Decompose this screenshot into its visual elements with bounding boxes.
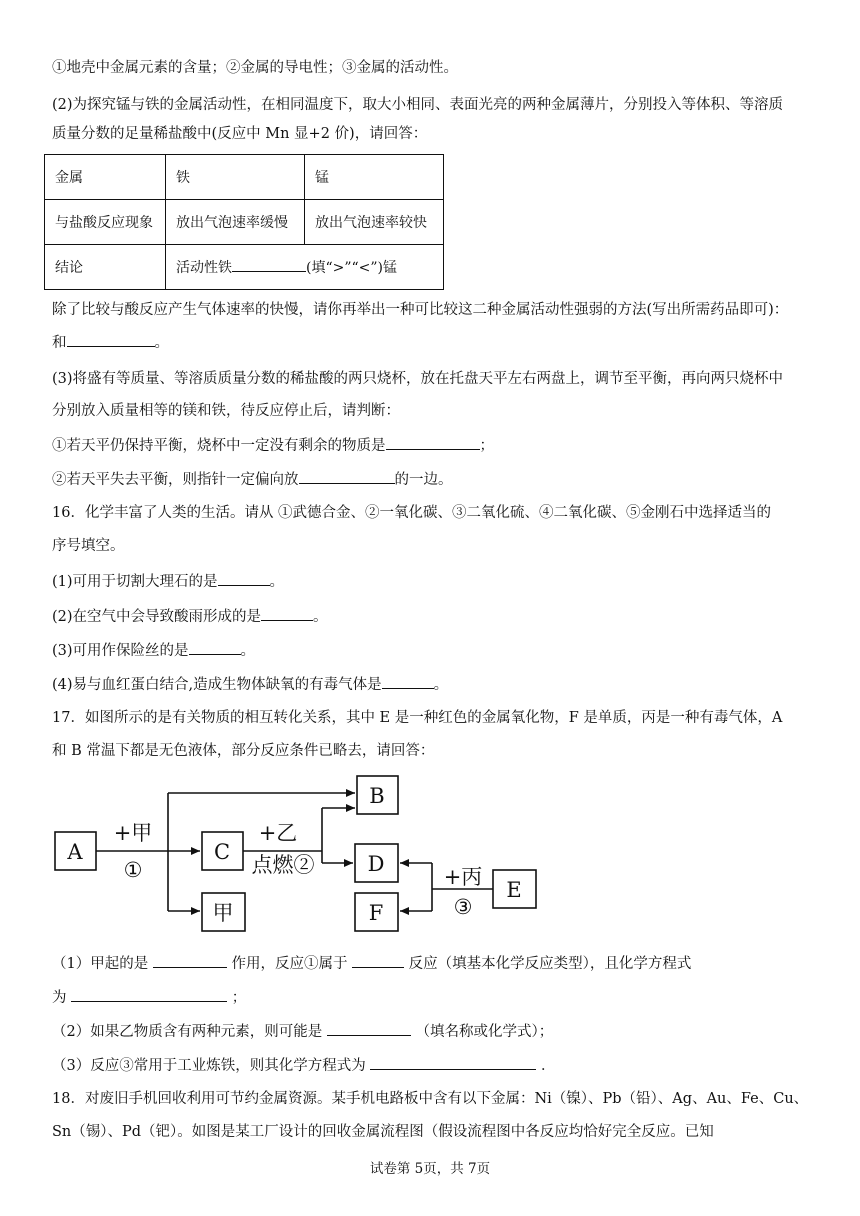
q18-stem-line2: Sn（锡）、Pd（钯）。如图是某工厂设计的回收金属流程图（假设流程图中各反应均恰好完全反应。已知 — [52, 1124, 714, 1140]
label-a: A — [67, 840, 83, 864]
table-cell: 锰 — [305, 155, 444, 200]
answer-blank[interactable] — [232, 257, 306, 272]
q15-method-line1: 除了比较与酸反应产生气体速率的快慢，请你再举出一种可比较这二种金属活动性强弱的方法(写出所需药品即可)： — [52, 302, 789, 318]
table-cell: 金属 — [45, 155, 166, 200]
p3a-post: ； — [479, 438, 494, 454]
q17-stem-line2: 和 B 常温下都是无色液体，部分反应条件已略去，请回答： — [52, 743, 435, 759]
table-row — [45, 200, 444, 245]
answer-blank[interactable] — [370, 1055, 536, 1070]
q17-stem-line1: 17．如图所示的是有关物质的相互转化关系，其中 E 是一种红色的金属氧化物，F 是单质，丙是一种有毒气体，A — [52, 710, 783, 726]
q17-sub1-line1 — [52, 953, 691, 974]
s2-pre: （2）如果乙物质含有两种元素，则可能是 — [52, 1024, 323, 1040]
metal-activity-table — [44, 154, 444, 290]
label-d: D — [367, 852, 385, 876]
answer-blank[interactable] — [327, 1021, 411, 1036]
p3a-pre: ①若天平仍保持平衡，烧杯中一定没有剩余的物质是 — [52, 438, 386, 454]
sub3-end: 。 — [240, 643, 256, 659]
method-pre: 和 — [52, 335, 67, 351]
answer-blank[interactable] — [386, 435, 480, 450]
q17-sub3 — [52, 1055, 555, 1076]
s3-pre: （3）反应③常用于工业炼铁，则其化学方程式为 — [52, 1058, 366, 1074]
label-plus-bing: +丙 — [443, 865, 483, 889]
table-cell: 放出气泡速率缓慢 — [166, 200, 305, 245]
q15-part2-line2: 质量分数的足量稀盐酸中(反应中 Mn 显+2 价)，请回答： — [52, 126, 428, 142]
q15-part3-line2: 分别放入质量相等的镁和铁，待反应停止后，请判断： — [52, 403, 400, 419]
box-b — [357, 776, 398, 814]
table-cell: 结论 — [45, 245, 166, 290]
page-footer: 试卷第 5页，共 7页 — [369, 1161, 491, 1177]
label-jia-box: 甲 — [212, 901, 234, 925]
answer-blank[interactable] — [352, 953, 404, 968]
q18-stem-line1: 18．对废旧手机回收利用可节约金属资源。某手机电路板中含有以下金属：Ni（镍）、Pb（铅）、Ag、Au、Fe、Cu、 — [52, 1091, 809, 1107]
sub3-text: (3)可用作保险丝的是 — [52, 643, 189, 659]
label-plus-yi: +乙 — [258, 821, 298, 845]
table-row — [45, 245, 444, 290]
sub4-end: 。 — [433, 677, 449, 693]
box-d — [355, 844, 398, 882]
answer-blank[interactable] — [71, 987, 227, 1002]
method-post: 。 — [154, 335, 169, 351]
q15-option-line: ①地壳中金属元素的含量；②金属的导电性；③金属的活动性。 — [52, 60, 458, 76]
table-row — [45, 155, 444, 200]
conclusion-cell — [166, 245, 444, 290]
s1-d: 为 — [52, 990, 67, 1006]
p3b-post: 的一边。 — [394, 472, 453, 488]
p3b-pre: ②若天平失去平衡，则指针一定偏向放 — [52, 472, 299, 488]
s3-post: ． — [540, 1058, 556, 1074]
s1-b: 作用，反应①属于 — [231, 956, 348, 972]
answer-blank[interactable] — [299, 469, 395, 484]
label-e: E — [506, 878, 522, 902]
conclusion-pre: 活动性铁 — [176, 260, 232, 276]
box-jia — [202, 893, 245, 931]
label-circle-3: ③ — [453, 895, 473, 919]
box-f — [355, 893, 398, 931]
sub2-text: (2)在空气中会导致酸雨形成的是 — [52, 609, 262, 625]
q16-stem-line1: 16．化学丰富了人类的生活。请从 ①武德合金、②一氧化碳、③二氧化硫、④二氧化碳、⑤金刚石中选择适当的 — [52, 505, 772, 521]
label-c: C — [213, 840, 231, 864]
s1-c: 反应（填基本化学反应类型），且化学方程式 — [408, 956, 692, 972]
answer-blank[interactable] — [382, 674, 434, 689]
label-circle-1: ① — [123, 858, 143, 882]
answer-blank[interactable] — [67, 332, 155, 347]
label-plus-jia: +甲 — [113, 821, 153, 845]
sub4-text: (4)易与血红蛋白结合,造成生物体缺氧的有毒气体是 — [52, 677, 382, 693]
q16-stem-line2: 序号填空。 — [52, 538, 125, 554]
q15-part3-line1: (3)将盛有等质量、等溶质质量分数的稀盐酸的两只烧杯，放在托盘天平左右两盘上，调节至平衡，再向两只烧杯中 — [52, 371, 784, 387]
q17-sub1-line2 — [52, 987, 246, 1008]
q16-sub1 — [52, 571, 284, 592]
box-a — [55, 832, 96, 870]
q15-method-line2 — [52, 332, 169, 353]
answer-blank[interactable] — [261, 606, 313, 621]
sub2-end: 。 — [313, 609, 328, 625]
conclusion-post: (填“>”“<”)锰 — [306, 260, 398, 276]
label-b: B — [369, 784, 385, 808]
q17-sub2 — [52, 1021, 553, 1042]
q16-sub2 — [52, 606, 328, 627]
sub1-text: (1)可用于切割大理石的是 — [52, 574, 218, 590]
answer-blank[interactable] — [189, 640, 241, 655]
label-f: F — [368, 901, 384, 925]
table-cell: 与盐酸反应现象 — [45, 200, 166, 245]
answer-blank[interactable] — [153, 953, 227, 968]
q15-part3-b — [52, 469, 453, 490]
q15-part2-line1: (2)为探究锰与铁的金属活动性，在相同温度下，取大小相同、表面光亮的两种金属薄片，分别投入等体积、等溶质 — [52, 97, 784, 113]
q15-part3-a — [52, 435, 494, 456]
s1-a: （1）甲起的是 — [52, 956, 149, 972]
box-e — [493, 870, 536, 908]
box-c — [202, 832, 243, 870]
sub1-end: 。 — [269, 574, 285, 590]
q16-sub4 — [52, 674, 448, 695]
s1-e: ； — [231, 990, 247, 1006]
s2-post: （填名称或化学式）； — [415, 1024, 554, 1040]
label-ignite-2: 点燃② — [251, 853, 315, 877]
table-cell: 放出气泡速率较快 — [305, 200, 444, 245]
answer-blank[interactable] — [218, 571, 270, 586]
q16-sub3 — [52, 640, 255, 661]
table-cell: 铁 — [166, 155, 305, 200]
